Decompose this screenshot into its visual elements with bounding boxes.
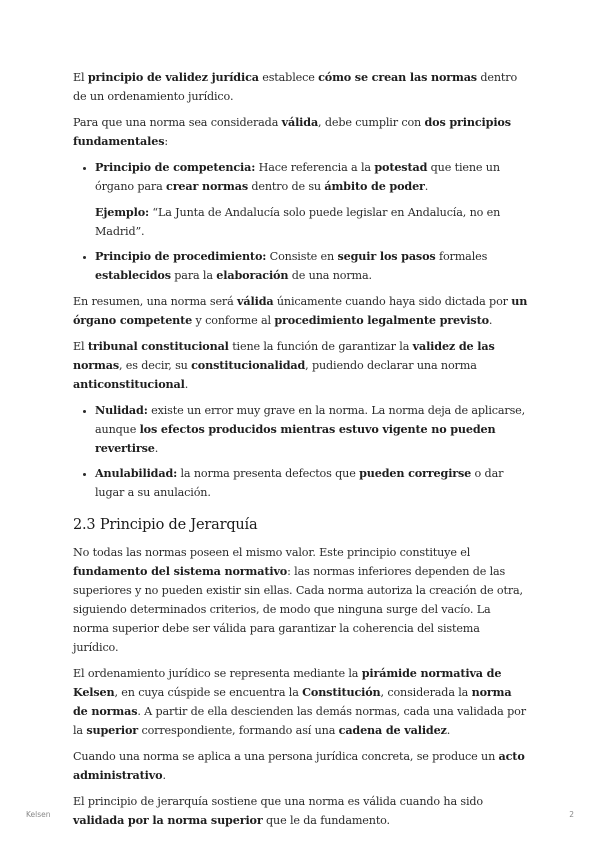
principles-list	[73, 158, 528, 285]
page-number: 2	[569, 810, 574, 819]
invalidity-list	[73, 401, 528, 502]
list-item-procedimiento: • Principio de procedimiento: Consiste en seguir los pasos formales establecidos para la elaboración de una norma.	[95, 247, 528, 285]
section-heading: 2.3 Principio de Jerarquía	[73, 517, 258, 533]
paragraph-validez: El principio de validez jurídica establece cómo se crean las normas dentro de un ordenamiento jurídico.	[73, 70, 518, 103]
paragraph-conclusion: El principio de jerarquía sostiene que una norma es válida cuando ha sido validada por la norma superior que le da fundamento.	[73, 795, 483, 827]
example-competencia: Ejemplo: “La Junta de Andalucía solo puede legislar en Andalucía, no en Madrid”.	[95, 205, 501, 238]
paragraph-requisitos: Para que una norma sea considerada válida, debe cumplir con dos principios fundamentales:	[73, 115, 511, 148]
paragraph-piramide: El ordenamiento jurídico se representa mediante la pirámide normativa de Kelsen, en cuya cúspide se encuentra la Constitución, considerada la norma de normas. A partir de ella descienden las demás normas, cada una validada por la superior correspondiente, formando así una cadena de validez.	[73, 666, 526, 737]
document-body	[73, 68, 528, 837]
page-footer	[26, 810, 574, 819]
list-item-anulabilidad: • Anulabilidad: la norma presenta defectos que pueden corregirse o dar lugar a su anulación.	[95, 464, 528, 502]
paragraph-jerarquia: No todas las normas poseen el mismo valor. Este principio constituye el fundamento del sistema normativo: las normas inferiores dependen de las superiores y no pueden existir sin ellas. Cada norma autoriza la creación de otra, siguiendo determinados criterios, de modo que ninguna surge del vacío. La norma superior debe ser válida para garantizar la coherencia del sistema jurídico.	[73, 546, 523, 654]
footer-title: Kelsen	[26, 810, 51, 819]
list-item-competencia: • Principio de competencia: Hace referencia a la potestad que tiene un órgano para crear normas dentro de su ámbito de poder. Ejemplo: “La Junta de Andalucía solo puede legislar en Andalucía, no en Madrid”.	[95, 158, 528, 241]
paragraph-resumen: En resumen, una norma será válida únicamente cuando haya sido dictada por un órgano competente y conforme al procedimiento legalmente previsto.	[73, 294, 528, 327]
paragraph-tribunal: El tribunal constitucional tiene la función de garantizar la validez de las normas, es decir, su constitucionalidad, pudiendo declarar una norma anticonstitucional.	[73, 339, 495, 391]
list-item-nulidad: • Nulidad: existe un error muy grave en la norma. La norma deja de aplicarse, aunque los efectos producidos mientras estuvo vigente no pueden revertirse.	[95, 401, 528, 458]
paragraph-acto: Cuando una norma se aplica a una persona jurídica concreta, se produce un acto administrativo.	[73, 749, 525, 782]
